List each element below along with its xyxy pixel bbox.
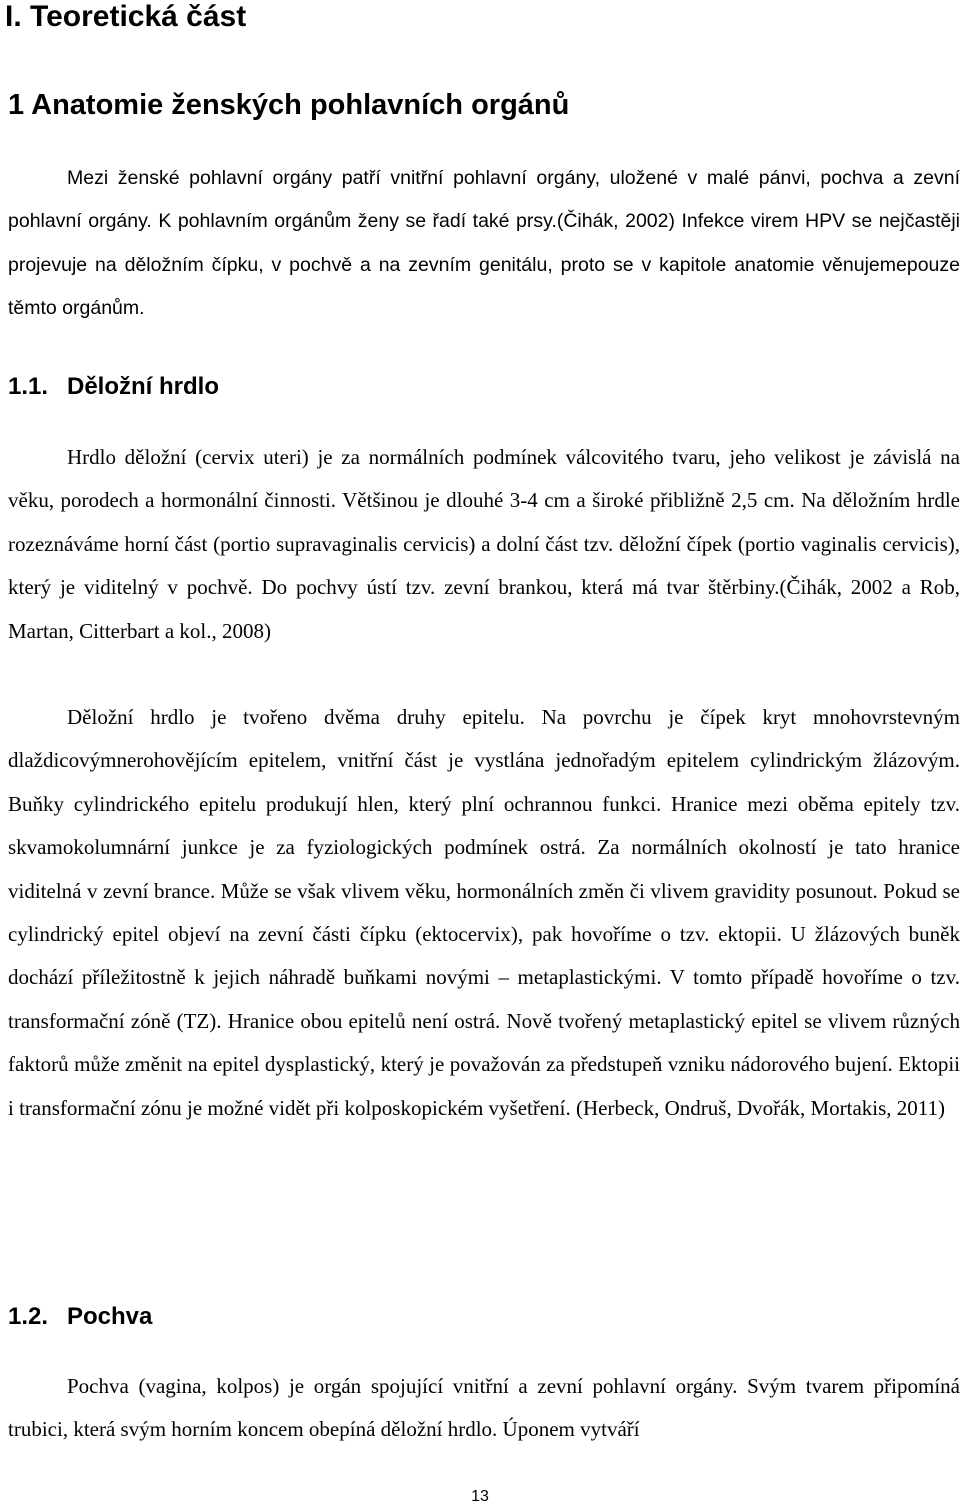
chapter-number: 1: [8, 89, 25, 121]
section-1-1-paragraph-1: Hrdlo děložní (cervix uteri) je za normálních podmínek válcovitého tvaru, jeho velikost je závislá na věku, porodech a hormonální činnosti. Většinou je dlouhé 3-4 cm a široké přibližně 2,5 cm. Na děložním hrdle rozeznáváme horní část (portio supravaginalis cervicis) a dolní část tzv. děložní čípek (portio vaginalis cervicis), který je viditelný v pochvě. Do pochvy ústí tzv. zevní brankou, která má tvar štěrbiny.(Čihák, 2002 a Rob, Martan, Citterbart a kol., 2008): [8, 445, 960, 643]
section-number-1-2: 1.2.: [8, 1303, 49, 1330]
chapter-title: Anatomie ženských pohlavních orgánů: [31, 89, 570, 121]
chapter-heading: [8, 88, 569, 122]
section-heading-1-1: [8, 372, 219, 402]
section-number-1-1: 1.1.: [8, 373, 49, 400]
section-title-1-2: Pochva: [67, 1303, 153, 1330]
section-heading-1-2: [8, 1302, 152, 1332]
page-number: 13: [471, 1488, 489, 1505]
section-1-1-paragraph-2: Děložní hrdlo je tvořeno dvěma druhy epitelu. Na povrchu je čípek kryt mnohovrstevným dlaždicovýmnerohovějícím epitelem, vnitřní část je vystlána jednořadým epitelem cylindrickým žlázovým. Buňky cylindrického epitelu produkují hlen, který plní ochrannou funkci. Hranice mezi oběma epitely tzv. skvamokolumnární junkce je za fyziologických podmínek ostrá. Za normálních okolností je tato hranice viditelná v zevní brance. Může se však vlivem věku, hormonálních změn či vlivem gravidity posunout. Pokud se cylindrický epitel objeví na zevní části čípku (ektocervix), pak hovoříme o tzv. ektopii. U žlázových buněk dochází příležitostně k jejich náhradě buňkami novými – metaplastickými. V tomto případě hovoříme o tzv. transformační zóně (TZ). Hranice obou epitelů není ostrá. Nově tvořený metaplastický epitel se vlivem různých faktorů může změnit na epitel dysplastický, který je považován za předstupeň vzniku nádorového bujení. Ektopii i transformační zónu je možné vidět při kolposkopickém vyšetření. (Herbeck, Ondruš, Dvořák, Mortakis, 2011): [8, 705, 960, 1120]
section-title-1-1: Děložní hrdlo: [67, 373, 219, 400]
section-1-2-paragraph-1: Pochva (vagina, kolpos) je orgán spojující vnitřní a zevní pohlavní orgány. Svým tvarem připomíná trubici, která svým horním koncem obepíná děložní hrdlo. Úponem vytváří: [8, 1374, 960, 1442]
chapter-intro-paragraph: Mezi ženské pohlavní orgány patří vnitřní pohlavní orgány, uložené v malé pánvi, pochva a zevní pohlavní orgány. K pohlavním orgánům ženy se řadí také prsy.(Čihák, 2002) Infekce virem HPV se nejčastěji projevuje na děložním čípku, v pochvě a na zevním genitálu, proto se v kapitole anatomie věnujemepouze těmto orgánům.: [8, 167, 960, 320]
part-title: I. Teoretická část: [5, 0, 247, 33]
